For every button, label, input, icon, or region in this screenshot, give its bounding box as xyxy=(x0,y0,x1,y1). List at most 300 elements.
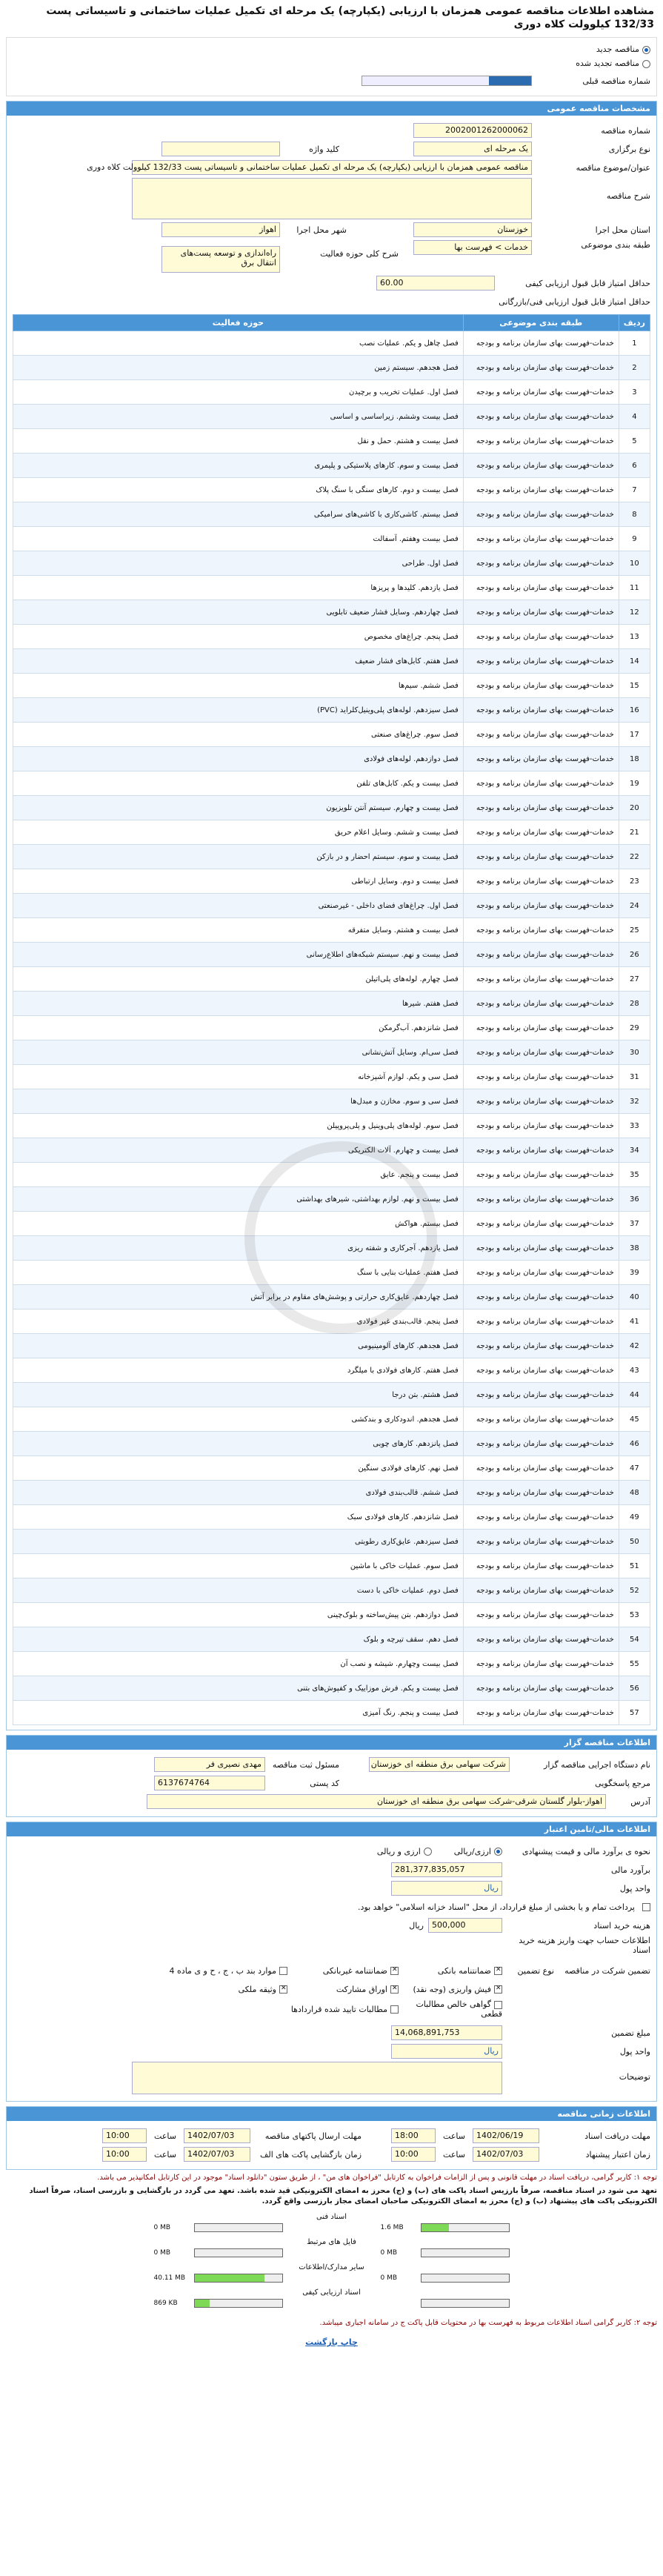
activity-row-number: 28 xyxy=(619,992,650,1016)
general-section-title: مشخصات مناقصه عمومی xyxy=(7,102,656,116)
g-bond-label: اوراق مشارکت xyxy=(336,1984,387,1994)
activity-category: خدمات-فهرست بهای سازمان برنامه و بودجه xyxy=(463,747,619,771)
activity-row-number: 55 xyxy=(619,1652,650,1676)
min-quality-field[interactable]: 60.00 xyxy=(376,276,495,291)
activity-category: خدمات-فهرست بهای سازمان برنامه و بودجه xyxy=(463,1407,619,1432)
activity-group: فصل بیست و دوم. کارهای سنگی با سنگ پلاک xyxy=(13,478,464,502)
upload-progress-left xyxy=(194,2299,283,2308)
activity-category: خدمات-فهرست بهای سازمان برنامه و بودجه xyxy=(463,992,619,1016)
activity-row xyxy=(13,356,650,380)
activity-row-number: 29 xyxy=(619,1016,650,1040)
activity-row xyxy=(13,502,650,527)
activity-row xyxy=(13,1456,650,1481)
activity-category: خدمات-فهرست بهای سازمان برنامه و بودجه xyxy=(463,1554,619,1579)
upload-progress-left xyxy=(194,2274,283,2283)
unchecked-icon xyxy=(494,2001,502,2009)
chk-receivable[interactable] xyxy=(239,1985,287,1994)
unit-field[interactable]: مهدی نصیری فر xyxy=(154,1757,265,1772)
activity-row-number: 18 xyxy=(619,747,650,771)
activity-group: فصل چهاردهم. وسایل فشار ضعیف تابلویی xyxy=(13,600,464,625)
activity-row xyxy=(13,723,650,747)
treasury-checkbox[interactable] xyxy=(642,1903,650,1911)
activity-category: خدمات-فهرست بهای سازمان برنامه و بودجه xyxy=(463,1212,619,1236)
notes-label: توضیحات xyxy=(619,2072,650,2082)
activity-group: فصل سیزدهم. لوله‌های پلی‌وینیل‌کلراید (PVC) xyxy=(13,698,464,723)
activity-group: فصل یازدهم. آجرکاری و شفته ریزی xyxy=(13,1236,464,1261)
guarantee-row-3 xyxy=(13,1999,650,2019)
radio-new-tender[interactable] xyxy=(596,44,650,54)
doc-send-date[interactable]: 1402/07/03 xyxy=(184,2128,250,2143)
activity-category: خدمات-فهرست بهای سازمان برنامه و بودجه xyxy=(463,1065,619,1089)
top-options xyxy=(6,37,657,96)
activity-category: خدمات-فهرست بهای سازمان برنامه و بودجه xyxy=(463,1456,619,1481)
radio-on-icon xyxy=(642,46,650,54)
tender-number-label: شماره مناقصه xyxy=(601,125,650,136)
activity-row-number: 21 xyxy=(619,820,650,845)
activity-group: فصل پنجم. چراغ‌های مخصوص xyxy=(13,625,464,649)
activity-group: فصل بیست وهفتم. آسفالت xyxy=(13,527,464,551)
tender-number-row xyxy=(13,122,650,139)
general-section xyxy=(6,101,657,1730)
time-label: ساعت xyxy=(443,2149,465,2160)
activity-category: خدمات-فهرست بهای سازمان برنامه و بودجه xyxy=(463,1236,619,1261)
prev-tender-row xyxy=(13,73,650,89)
category-field[interactable]: خدمات > فهرست بها xyxy=(413,240,532,255)
activity-row-number: 12 xyxy=(619,600,650,625)
subject-field[interactable]: مناقصه عمومی همزمان با ارزیابی (یکپارچه) یک مرحله ای تکمیل عملیات ساختمانی و تاسیساتی پست 132/33 کیلوولت کلاه دوری xyxy=(132,160,532,175)
activity-category: خدمات-فهرست بهای سازمان برنامه و بودجه xyxy=(463,502,619,527)
activity-row xyxy=(13,1309,650,1334)
activity-row-number: 51 xyxy=(619,1554,650,1579)
final-note: توجه ۲: کاربر گرامی اسناد اطلاعات مربوط به فهرست بها در محتویات قابل پاکت ج در سامانه اجباری میباشد. xyxy=(319,2319,657,2327)
activity-group: فصل بیست و پنجم. عایق xyxy=(13,1163,464,1187)
activity-category: خدمات-فهرست بهای سازمان برنامه و بودجه xyxy=(463,1652,619,1676)
activity-row-number: 11 xyxy=(619,576,650,600)
activity-group: فصل هجدهم. کارهای آلومینیومی xyxy=(13,1334,464,1358)
activity-row xyxy=(13,1627,650,1652)
currency-label: واحد پول xyxy=(619,1883,650,1893)
upload-bars xyxy=(6,2299,657,2308)
print-back-link[interactable]: چاپ بازگشت xyxy=(305,2337,358,2347)
activity-group: فصل بیستم. کاشی‌کاری با کاشی‌های سرامیکی xyxy=(13,502,464,527)
notes-row xyxy=(13,2062,650,2094)
upload-block xyxy=(6,2238,657,2257)
checked-icon xyxy=(390,1967,399,1975)
chk-bond[interactable] xyxy=(287,1985,399,1994)
activity-row-number: 9 xyxy=(619,527,650,551)
keyword-field[interactable] xyxy=(161,142,280,156)
doc-receive-date[interactable]: 1402/06/19 xyxy=(473,2128,539,2143)
activity-label: شرح کلی حوزه فعالیت xyxy=(320,249,399,259)
org-name-field[interactable]: شرکت سهامی برق منطقه ای خوزستان xyxy=(369,1757,510,1772)
activity-group: فصل اول. طراحی xyxy=(13,551,464,576)
col-group-header: حوزه فعالیت xyxy=(13,315,464,331)
guarantee-amount-label: مبلغ تضمین xyxy=(611,2028,650,2038)
keyword-label: کلید واژه xyxy=(309,144,339,154)
validity-date[interactable]: 1402/07/03 xyxy=(473,2147,539,2162)
org-name-label: نام دستگاه اجرایی مناقصه گزار xyxy=(544,1759,650,1770)
col-category-header: طبقه بندی موضوعی xyxy=(463,315,619,331)
activity-row-number: 27 xyxy=(619,967,650,992)
activity-category: خدمات-فهرست بهای سازمان برنامه و بودجه xyxy=(463,429,619,454)
upload-block xyxy=(6,2288,657,2308)
opening-label: زمان بازگشایی پاکت های الف xyxy=(260,2149,362,2160)
activities-body xyxy=(13,331,650,1725)
activity-row-number: 37 xyxy=(619,1212,650,1236)
activity-row-number: 46 xyxy=(619,1432,650,1456)
activity-row-number: 52 xyxy=(619,1579,650,1603)
activity-row-number: 2 xyxy=(619,356,650,380)
activities-table xyxy=(13,314,650,1725)
radio-renew-label: مناقصه تجدید شده xyxy=(576,59,639,68)
activity-row xyxy=(13,1187,650,1212)
activity-row-number: 42 xyxy=(619,1334,650,1358)
activity-row xyxy=(13,845,650,869)
upload-progress-left xyxy=(194,2223,283,2232)
activity-category: خدمات-فهرست بهای سازمان برنامه و بودجه xyxy=(463,1676,619,1701)
min-quality-row xyxy=(13,275,650,291)
guarantee-row-2 xyxy=(13,1981,650,1997)
activity-group: فصل اول. چراغ‌های فضای داخلی - غیرصنعتی xyxy=(13,894,464,918)
guarantee-amount-row xyxy=(13,2025,650,2041)
time-label: ساعت xyxy=(154,2149,176,2160)
guarantee-currency-field[interactable]: ریال xyxy=(391,2044,502,2059)
finance-section-title: اطلاعات مالی/تامین اعتبار xyxy=(7,1822,656,1836)
tender-number-field[interactable]: 2002001262000062 xyxy=(413,123,532,138)
activity-category: خدمات-فهرست بهای سازمان برنامه و بودجه xyxy=(463,1089,619,1114)
activity-row xyxy=(13,1407,650,1432)
g-fiscal-label: موارد بند ب ، ج ، ح و ی ماده 4 xyxy=(169,1965,276,1976)
finance-section xyxy=(6,1822,657,2102)
activity-row xyxy=(13,747,650,771)
activity-group: فصل دوازدهم. لوله‌های فولادی xyxy=(13,747,464,771)
activity-category: خدمات-فهرست بهای سازمان برنامه و بودجه xyxy=(463,918,619,943)
activity-category: خدمات-فهرست بهای سازمان برنامه و بودجه xyxy=(463,454,619,478)
opening-date[interactable]: 1402/07/03 xyxy=(184,2147,250,2162)
doc-send-time[interactable]: 10:00 xyxy=(102,2128,147,2143)
chk-cash[interactable] xyxy=(399,1985,502,1994)
treasury-check-text: پرداخت تمام و یا بخشی از مبلغ قرارداد، از محل "اسناد خزانه اسلامی" خواهد بود. xyxy=(358,1902,635,1912)
province-field[interactable]: خوزستان xyxy=(413,222,532,237)
min-tech-row xyxy=(13,293,650,310)
bidding-type-field[interactable]: یک مرحله ای xyxy=(413,142,532,156)
activity-row-number: 48 xyxy=(619,1481,650,1505)
tender-type-radios xyxy=(13,42,650,56)
activity-row xyxy=(13,796,650,820)
activity-row xyxy=(13,1065,650,1089)
activity-row xyxy=(13,331,650,356)
activity-row xyxy=(13,1016,650,1040)
method-rial-label: ارزی/ریالی xyxy=(453,1846,491,1856)
activity-row xyxy=(13,1481,650,1505)
activity-category: خدمات-فهرست بهای سازمان برنامه و بودجه xyxy=(463,1701,619,1725)
activity-category: خدمات-فهرست بهای سازمان برنامه و بودجه xyxy=(463,1579,619,1603)
activity-row xyxy=(13,1383,650,1407)
activity-row xyxy=(13,698,650,723)
account-label: اطلاعات حساب جهت واریز هزینه خرید اسناد xyxy=(519,1936,650,1955)
activity-row xyxy=(13,1358,650,1383)
guarantee-amount-field[interactable]: 14,068,891,753 xyxy=(391,2025,502,2040)
activity-row xyxy=(13,967,650,992)
activity-group: فصل بیست وششم. زیراساسی و اساسی xyxy=(13,405,464,429)
activity-group: فصل بیست و چهارم. آلات الکتریکی xyxy=(13,1138,464,1163)
activity-category: خدمات-فهرست بهای سازمان برنامه و بودجه xyxy=(463,1163,619,1187)
activity-group: فصل بیست و یکم. فرش موزاییک و کفپوش‌های بتنی xyxy=(13,1676,464,1701)
activity-group: فصل هجدهم. سیستم زمین xyxy=(13,356,464,380)
upload-block xyxy=(6,2263,657,2283)
dates-row-1 xyxy=(13,2128,650,2144)
dates-row-2 xyxy=(13,2146,650,2162)
activity-group: فصل بیست و نهم. سیستم شبکه‌های اطلاع‌رسانی xyxy=(13,943,464,967)
organizer-section xyxy=(6,1735,657,1817)
chk-securities[interactable] xyxy=(291,2005,399,2014)
radio-new-label: مناقصه جدید xyxy=(596,44,639,54)
activity-group: فصل بیست وچهارم. شیشه و نصب آن xyxy=(13,1652,464,1676)
activity-group: فصل بیستم. هواکش xyxy=(13,1212,464,1236)
activity-row-number: 5 xyxy=(619,429,650,454)
doc-fee-row xyxy=(13,1917,650,1933)
min-quality-label: حداقل امتیاز قابل قبول ارزیابی کیفی xyxy=(525,278,650,288)
activity-group: فصل هفتم. کارهای فولادی با میلگرد xyxy=(13,1358,464,1383)
activity-category: خدمات-فهرست بهای سازمان برنامه و بودجه xyxy=(463,600,619,625)
activity-row xyxy=(13,992,650,1016)
activity-category: خدمات-فهرست بهای سازمان برنامه و بودجه xyxy=(463,1285,619,1309)
chk-bank[interactable] xyxy=(399,1966,502,1976)
activity-row-number: 7 xyxy=(619,478,650,502)
activity-category: خدمات-فهرست بهای سازمان برنامه و بودجه xyxy=(463,943,619,967)
activity-category: خدمات-فهرست بهای سازمان برنامه و بودجه xyxy=(463,1261,619,1285)
activity-category: خدمات-فهرست بهای سازمان برنامه و بودجه xyxy=(463,1187,619,1212)
org-row xyxy=(13,1756,650,1773)
checked-icon xyxy=(494,1967,502,1975)
activity-row xyxy=(13,894,650,918)
activity-group: فصل هجدهم. اندودکاری و بندکشی xyxy=(13,1407,464,1432)
radio-method-fx[interactable] xyxy=(377,1847,432,1856)
activity-row xyxy=(13,1505,650,1530)
upload-title: اسناد ارزیابی کیفی xyxy=(302,2288,361,2297)
activity-row-number: 39 xyxy=(619,1261,650,1285)
doc-send-label: مهلت ارسال پاکتهای مناقصه xyxy=(264,2131,362,2141)
doc-receive-time[interactable]: 18:00 xyxy=(391,2128,436,2143)
upload-title: سایر مدارک/اطلاعات xyxy=(299,2263,364,2271)
activity-group: فصل دهم. سقف تیرچه و بلوک xyxy=(13,1627,464,1652)
upload-size-left: 40.11 MB xyxy=(153,2274,186,2282)
opening-time[interactable]: 10:00 xyxy=(102,2147,147,2162)
activity-group: فصل سوم. لوله‌های پلی‌وینیل و پلی‌پروپیلن xyxy=(13,1114,464,1138)
activity-row xyxy=(13,380,650,405)
activity-group: فصل هشتم. بتن درجا xyxy=(13,1383,464,1407)
activity-row-number: 4 xyxy=(619,405,650,429)
activity-row-number: 10 xyxy=(619,551,650,576)
upload-block xyxy=(6,2213,657,2232)
activity-category: خدمات-فهرست بهای سازمان برنامه و بودجه xyxy=(463,820,619,845)
unchecked-icon xyxy=(390,2005,399,2014)
unchecked-icon xyxy=(279,1967,287,1975)
activity-row-number: 13 xyxy=(619,625,650,649)
activity-category: خدمات-فهرست بهای سازمان برنامه و بودجه xyxy=(463,649,619,674)
activity-row-number: 1 xyxy=(619,331,650,356)
description-row xyxy=(13,178,650,219)
activity-group: فصل چاهل و یکم. عملیات نصب xyxy=(13,331,464,356)
activity-row xyxy=(13,1554,650,1579)
activity-row xyxy=(13,1334,650,1358)
upload-size-right: 1.6 MB xyxy=(380,2224,404,2231)
activity-group: فصل بیست و پنجم. رنگ آمیزی xyxy=(13,1701,464,1725)
activity-category: خدمات-فهرست بهای سازمان برنامه و بودجه xyxy=(463,527,619,551)
address-row xyxy=(13,1793,650,1810)
radio-off-icon xyxy=(424,1848,432,1856)
activity-row xyxy=(13,869,650,894)
method-fx-label: ارزی و ریالی xyxy=(376,1846,421,1856)
activity-row xyxy=(13,820,650,845)
currency-field[interactable]: ریال xyxy=(391,1881,502,1896)
tender-renew-radio-row xyxy=(13,56,650,70)
radio-off-icon xyxy=(642,60,650,68)
city-field[interactable]: اهواز xyxy=(161,222,280,237)
estimate-field[interactable]: 281,377,835,057 xyxy=(391,1862,502,1877)
chk-certificate[interactable] xyxy=(399,1999,502,2019)
activity-group: فصل دوم. عملیات خاکی با دست xyxy=(13,1579,464,1603)
activity-row xyxy=(13,1089,650,1114)
activity-category: خدمات-فهرست بهای سازمان برنامه و بودجه xyxy=(463,869,619,894)
activity-row-number: 26 xyxy=(619,943,650,967)
activity-group: فصل دوازدهم. بتن پیش‌ساخته و بلوک‌چینی xyxy=(13,1603,464,1627)
note-1: توجه ۱: کاربر گرامی، دریافت اسناد در مهلت قانونی و پس از الزامات فراخوان به کارتابل "فراخوان های من" ، از طریق ستون "دانلود اسناد" موجود در این کارتابل امکانپذیر می باشد. xyxy=(97,2174,657,2182)
activity-row xyxy=(13,625,650,649)
bidding-type-row xyxy=(13,141,650,157)
activity-row-number: 54 xyxy=(619,1627,650,1652)
subject-row xyxy=(13,159,650,176)
activity-category: خدمات-فهرست بهای سازمان برنامه و بودجه xyxy=(463,1114,619,1138)
radio-method-rial[interactable] xyxy=(454,1847,502,1856)
address-field[interactable]: اهواز-بلوار گلستان شرقی-شرکت سهامی برق منطقه ای خوزستان xyxy=(147,1794,606,1809)
radio-renewed-tender[interactable] xyxy=(576,59,650,68)
activity-group: فصل بیست و ششم. وسایل اعلام حریق xyxy=(13,820,464,845)
account-row xyxy=(13,1936,650,1955)
upload-size-left: 0 MB xyxy=(153,2249,171,2257)
activity-group: فصل بیست و سوم. سیستم احضار و در بازکن xyxy=(13,845,464,869)
method-row xyxy=(13,1843,650,1859)
activity-field[interactable]: راه‌اندازی و توسعه پست‌های انتقال برق xyxy=(161,246,280,273)
upload-progress-fill xyxy=(422,2224,450,2231)
activity-row xyxy=(13,1285,650,1309)
activity-category: خدمات-فهرست بهای سازمان برنامه و بودجه xyxy=(463,771,619,796)
ref-row xyxy=(13,1775,650,1791)
activity-row xyxy=(13,1701,650,1725)
doc-receive-label: مهلت دریافت اسناد xyxy=(584,2131,650,2141)
guarantee-label: تضمین شرکت در مناقصه xyxy=(564,1965,650,1976)
province-label: استان محل اجرا xyxy=(595,225,650,235)
upload-progress-fill xyxy=(195,2300,210,2307)
chk-fiscal[interactable] xyxy=(170,1966,287,1976)
activity-category: خدمات-فهرست بهای سازمان برنامه و بودجه xyxy=(463,1040,619,1065)
activity-category: خدمات-فهرست بهای سازمان برنامه و بودجه xyxy=(463,1481,619,1505)
activity-category: خدمات-فهرست بهای سازمان برنامه و بودجه xyxy=(463,1309,619,1334)
activity-category: خدمات-فهرست بهای سازمان برنامه و بودجه xyxy=(463,1432,619,1456)
activity-group: فصل هفتم. عملیات بنایی با سنگ xyxy=(13,1261,464,1285)
page-title: مشاهده اطلاعات مناقصه عمومی همزمان با ارزیابی (یکپارچه) یک مرحله ای تکمیل عملیات ساختمانی و تاسیساتی پست 132/33 کیلوولت کلاه دوری xyxy=(46,5,654,30)
subject-label: عنوان/موضوع مناقصه xyxy=(576,162,650,173)
activity-group: فصل بیست و دوم. وسایل ارتباطی xyxy=(13,869,464,894)
activity-category: خدمات-فهرست بهای سازمان برنامه و بودجه xyxy=(463,551,619,576)
chk-nonbank[interactable] xyxy=(287,1966,399,1976)
activity-group: فصل چهارم. لوله‌های پلی‌اتیلن xyxy=(13,967,464,992)
uploads-area xyxy=(6,2213,657,2308)
checked-icon xyxy=(390,1985,399,1994)
code-label: کد پستی xyxy=(310,1778,339,1788)
activity-category: خدمات-فهرست بهای سازمان برنامه و بودجه xyxy=(463,405,619,429)
prev-tender-picker[interactable] xyxy=(362,76,532,86)
activity-group: فصل نهم. کارهای فولادی سنگین xyxy=(13,1456,464,1481)
activity-row-number: 3 xyxy=(619,380,650,405)
activity-group: فصل ششم. قالب‌بندی فولادی xyxy=(13,1481,464,1505)
checked-icon xyxy=(494,1985,502,1994)
upload-bars xyxy=(6,2274,657,2283)
dates-section xyxy=(6,2106,657,2170)
upload-progress-right xyxy=(421,2223,510,2232)
activity-category: خدمات-فهرست بهای سازمان برنامه و بودجه xyxy=(463,845,619,869)
col-row-header: ردیف xyxy=(619,315,650,331)
guarantee-currency-row xyxy=(13,2043,650,2059)
activity-group: فصل اول. عملیات تخریب و برچیدن xyxy=(13,380,464,405)
activity-row xyxy=(13,576,650,600)
activity-row-number: 25 xyxy=(619,918,650,943)
validity-label: زمان اعتبار پیشنهاد xyxy=(585,2149,650,2160)
activity-row-number: 19 xyxy=(619,771,650,796)
address-label: آدرس xyxy=(630,1796,650,1807)
upload-size-left: 0 MB xyxy=(153,2224,171,2231)
activity-group: فصل سی‌ام. وسایل آتش‌نشانی xyxy=(13,1040,464,1065)
postal-code-field[interactable]: 6137674764 xyxy=(154,1776,265,1790)
category-row xyxy=(13,240,650,273)
activity-row-number: 35 xyxy=(619,1163,650,1187)
upload-size-right: 0 MB xyxy=(380,2274,398,2282)
activity-row-number: 45 xyxy=(619,1407,650,1432)
category-label: طبقه بندی موضوعی xyxy=(581,240,650,250)
validity-time[interactable]: 10:00 xyxy=(391,2147,436,2162)
activity-group: فصل سوم. عملیات خاکی با ماشین xyxy=(13,1554,464,1579)
upload-size-left: 869 KB xyxy=(153,2300,178,2307)
upload-progress-right xyxy=(421,2299,510,2308)
activities-header-row xyxy=(13,315,650,331)
activity-category: خدمات-فهرست بهای سازمان برنامه و بودجه xyxy=(463,1334,619,1358)
activity-category: خدمات-فهرست بهای سازمان برنامه و بودجه xyxy=(463,698,619,723)
notes-field[interactable] xyxy=(132,2062,502,2094)
activity-row-number: 20 xyxy=(619,796,650,820)
doc-fee-field[interactable]: 500,000 xyxy=(428,1918,502,1933)
activity-row-number: 38 xyxy=(619,1236,650,1261)
doc-fee-label: هزینه خرید اسناد xyxy=(593,1920,650,1931)
activity-category: خدمات-فهرست بهای سازمان برنامه و بودجه xyxy=(463,723,619,747)
doc-fee-unit: ریال xyxy=(409,1920,424,1931)
activity-category: خدمات-فهرست بهای سازمان برنامه و بودجه xyxy=(463,576,619,600)
description-label: شرح مناقصه xyxy=(606,191,650,201)
activity-group: فصل سیزدهم. عایق‌کاری رطوبتی xyxy=(13,1530,464,1554)
activity-category: خدمات-فهرست بهای سازمان برنامه و بودجه xyxy=(463,1358,619,1383)
activity-group: فصل بیست و سوم. کارهای پلاستیکی و پلیمری xyxy=(13,454,464,478)
activity-group: فصل بیست و چهارم. سیستم آنتن تلویزیون xyxy=(13,796,464,820)
activity-group: فصل شانزدهم. آب‌گرمکن xyxy=(13,1016,464,1040)
activity-group: فصل شانزدهم. کارهای فولادی سبک xyxy=(13,1505,464,1530)
activity-row xyxy=(13,1212,650,1236)
description-field[interactable] xyxy=(132,178,532,219)
min-tech-label: حداقل امتیاز قابل قبول ارزیابی فنی/بازرگانی xyxy=(499,296,650,307)
activity-group: فصل ششم. سیم‌ها xyxy=(13,674,464,698)
activity-row xyxy=(13,478,650,502)
activity-category: خدمات-فهرست بهای سازمان برنامه و بودجه xyxy=(463,1016,619,1040)
activity-row-number: 17 xyxy=(619,723,650,747)
activity-row xyxy=(13,1138,650,1163)
